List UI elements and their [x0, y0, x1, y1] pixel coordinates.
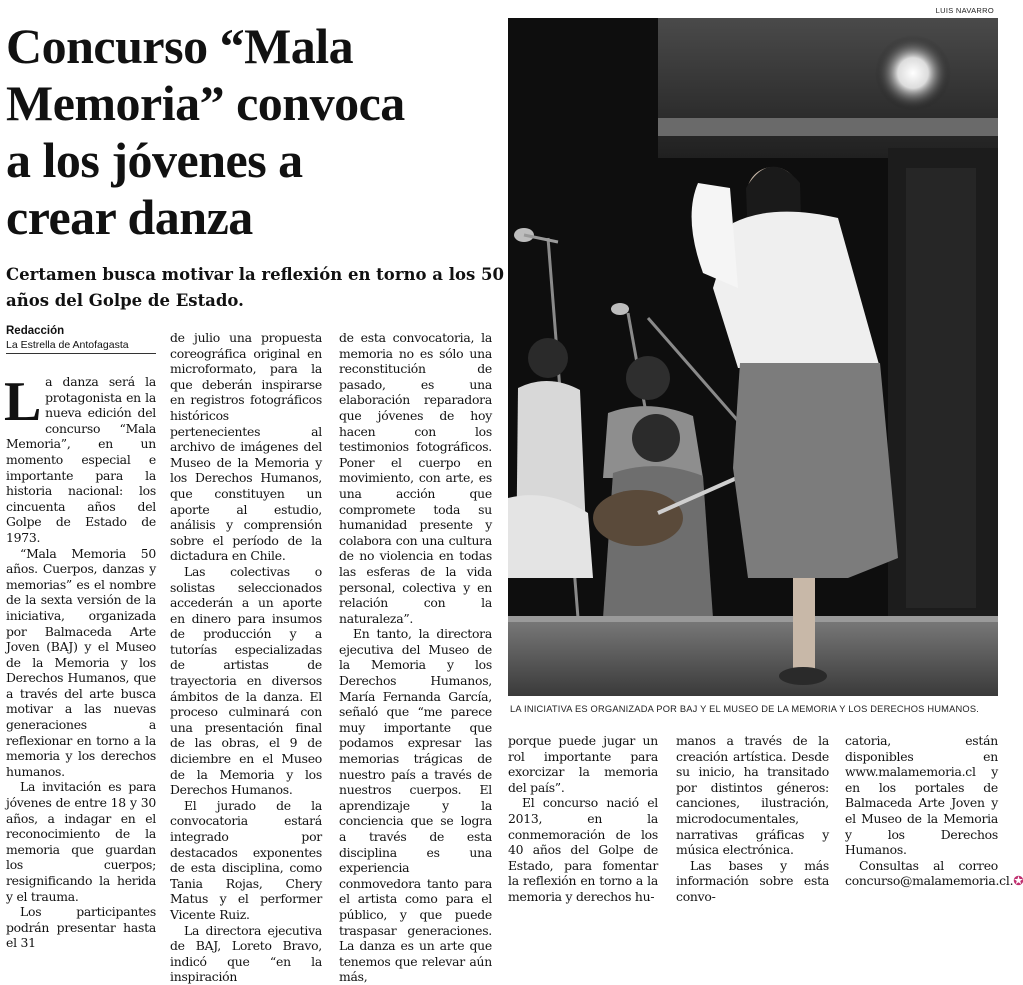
photo-credit: LUIS NAVARRO: [935, 6, 994, 15]
article-column-5: [676, 733, 829, 905]
headline-line: crear danza: [6, 189, 253, 245]
event-photo: [508, 18, 998, 696]
byline-org: La Estrella de Antofagasta: [6, 339, 129, 351]
article-column-2: [170, 330, 322, 985]
deck-line: Certamen busca motivar la reflexión en torno a los 50: [6, 265, 504, 284]
paragraph: Los participantes podrán presentar hasta el 31: [6, 904, 156, 951]
article-column-3: [339, 330, 492, 985]
paragraph: Consultas al correo concurso@malamemoria.cl.: [845, 857, 1014, 889]
article-column-1: [4, 371, 156, 951]
article-column-6: [845, 733, 1023, 889]
byline-name: Redacción: [6, 325, 65, 337]
paragraph: de julio una propuesta coreográfica original en microformato, para la que deberán inspirarse en registros fotográficos históricos pertenecientes al archivo de imágenes del Museo de la Memoria y los Derechos Humanos, que constituyen un aporte al estudio, análisis y comprensión sobre el período de la dictadura en Chile.: [170, 330, 322, 564]
headline-line: Concurso “Mala: [6, 18, 354, 74]
paragraph: de esta convocatoria, la memoria no es sólo una reconstitución de pasado, es una elaboración reparadora que jóvenes de hoy hacen con los testimonios fotográficos. Poner el cuerpo en movimiento, con arte, es una acción que compromete toda su humanidad presente y colabora con una cultura de no violencia en todas las esferas de la vida personal, colectiva y en relación con la naturaleza”.: [339, 330, 492, 626]
headline-line: Memoria” convoca: [6, 75, 405, 131]
photo-caption: LA INICIATIVA ES ORGANIZADA POR BAJ Y EL MUSEO DE LA MEMORIA Y LOS DERECHOS HUMANOS.: [510, 704, 980, 714]
paragraph: Las bases y más información sobre esta convo-: [676, 857, 829, 904]
paragraph: La invitación es para jóvenes de entre 18 y 30 años, a indagar en el reconocimiento de la memoria que guardan los cuerpos; resignificando la herida y el trauma.: [6, 779, 156, 904]
headline: [6, 18, 501, 246]
end-mark-icon: ✪: [1013, 873, 1023, 889]
deck-line: años del Golpe de Estado.: [6, 291, 244, 310]
paragraph: a danza será la protagonista en la nueva edición del concurso “Mala Memoria”, en un momento especial e importante para la historia nacional: los cincuenta años del Golpe de Estado de 1973.: [6, 374, 156, 545]
headline-line: a los jóvenes a: [6, 132, 303, 188]
paragraph: Las colectivas o solistas seleccionados accederán a un aporte en dinero para insumos de producción y a tutorías especializadas de artistas de trayectoria en diversos ámbitos de la danza. El proceso culminará con una presentación final de las obras, el 9 de diciembre en el Museo de la Memoria y los Derechos Humanos.: [170, 563, 322, 798]
dancer-performance-illustration: [508, 18, 998, 696]
paragraph: manos a través de la creación artística. Desde su inicio, ha transitado por distintos géneros: canciones, ilustración, microdocumentales, narrativas gráficas y música electrónica.: [676, 733, 829, 858]
paragraph: En tanto, la directora ejecutiva del Museo de la Memoria y los Derechos Humanos, María Fernanda García, señaló que “me parece muy importante que podamos expresar las memorias trágicas de nuestro país a través de nuestros cuerpos. El aprendizaje y la conciencia que se logra a través de esta disciplina es una experiencia conmovedora tanto para el artista como para el público, y que puede traspasar generaciones. La danza es un arte que tenemos que relevar aún más,: [339, 626, 492, 985]
paragraph: El jurado de la convocatoria estará integrado por destacados exponentes de esta disciplina, como Tania Rojas, Chery Matus y el performer Vicente Ruiz.: [170, 797, 322, 922]
paragraph: porque puede jugar un rol importante para exorcizar la memoria del país”.: [508, 733, 658, 795]
deck-subheading: [6, 262, 504, 314]
paragraph: “Mala Memoria 50 años. Cuerpos, danzas y memorias” es el nombre de la sexta versión de la iniciativa, organizada por Balmaceda Arte Joven (BAJ) y el Museo de la Memoria y los Derechos Humanos, que a través del arte busca motivar a las nuevas generaciones a reflexionar en torno a la memoria y los derechos humanos.: [6, 545, 156, 779]
byline: [6, 324, 166, 352]
paragraph: La directora ejecutiva de BAJ, Loreto Bravo, indicó que “en la inspiración: [170, 922, 322, 985]
paragraph: El concurso nació el 2013, en la conmemoración de los 40 años del Golpe de Estado, para fomentar la reflexión en torno a la memoria y derechos hu-: [508, 795, 658, 904]
article-column-4: [508, 733, 658, 905]
paragraph: catoria, están disponibles en www.malamemoria.cl y en los portales de Balmaceda Arte Joven y el Museo de la Memoria y los Derechos Humanos.: [845, 733, 998, 858]
byline-rule: [6, 353, 156, 354]
drop-cap: L: [4, 371, 42, 433]
